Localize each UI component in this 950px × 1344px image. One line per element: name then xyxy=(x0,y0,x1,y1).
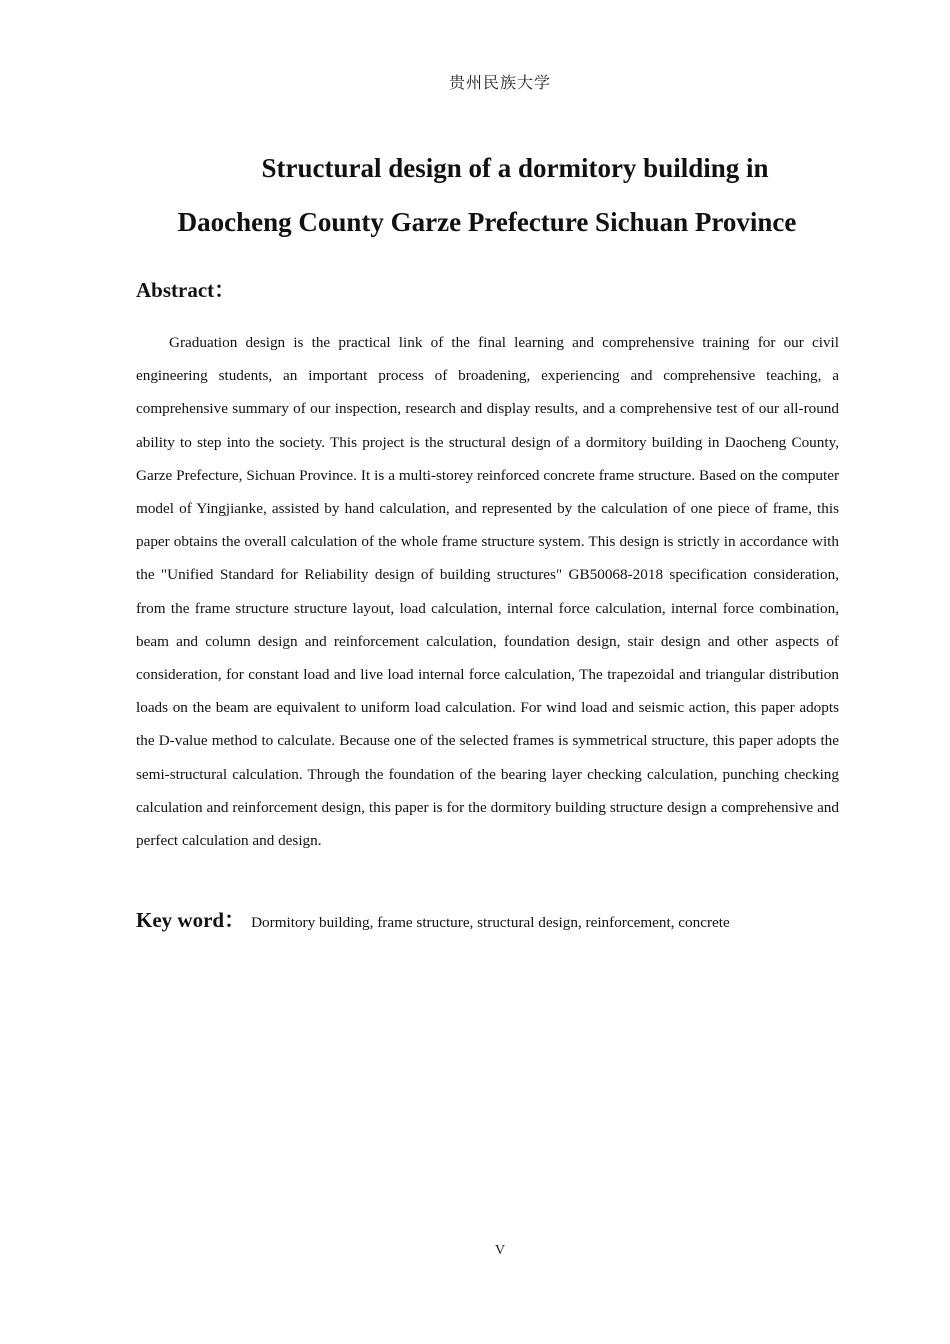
keywords-line xyxy=(136,904,839,934)
keywords-text: Dormitory building, frame structure, structural design, reinforcement, concrete xyxy=(251,914,730,931)
abstract-body: Graduation design is the practical link of the final learning and comprehensive training for our civil engineering students, an important process of broadening, experiencing and comprehensive teaching, a comprehensive summary of our inspection, research and display results, and a comprehensive test of our all-round ability to step into the society. This project is the structural design of a dormitory building in Daocheng County, Garze Prefecture, Sichuan Province. It is a multi-storey reinforced concrete frame structure. Based on the computer model of Yingjianke, assisted by hand calculation, and represented by the calculation of one piece of frame, this paper obtains the overall calculation of the whole frame structure system. This design is strictly in accordance with the "Unified Standard for Reliability design of building structures" GB50068-2018 specification consideration, from the frame structure structure layout, load calculation, internal force calculation, internal force combination, beam and column design and reinforcement calculation, foundation design, stair design and other aspects of consideration, for constant load and live load internal force calculation, The trapezoidal and triangular distribution loads on the beam are equivalent to uniform load calculation. For wind load and seismic action, this paper adopts the D-value method to calculate. Because one of the selected frames is symmetrical structure, this paper adopts the semi-structural calculation. Through the foundation of the bearing layer checking calculation, punching checking calculation and reinforcement design, this paper is for the dormitory building structure design a comprehensive and perfect calculation and design. xyxy=(136,334,839,850)
title-line-1: Structural design of a dormitory building in xyxy=(261,153,769,183)
page-header-university: 贵州民族大学 xyxy=(448,73,551,92)
page-number: V xyxy=(494,1243,506,1258)
title-line-2: Daocheng County Garze Prefecture Sichuan Province xyxy=(177,207,797,237)
abstract-heading: Abstract： xyxy=(136,278,236,302)
keywords-label: Key word： xyxy=(136,908,246,932)
